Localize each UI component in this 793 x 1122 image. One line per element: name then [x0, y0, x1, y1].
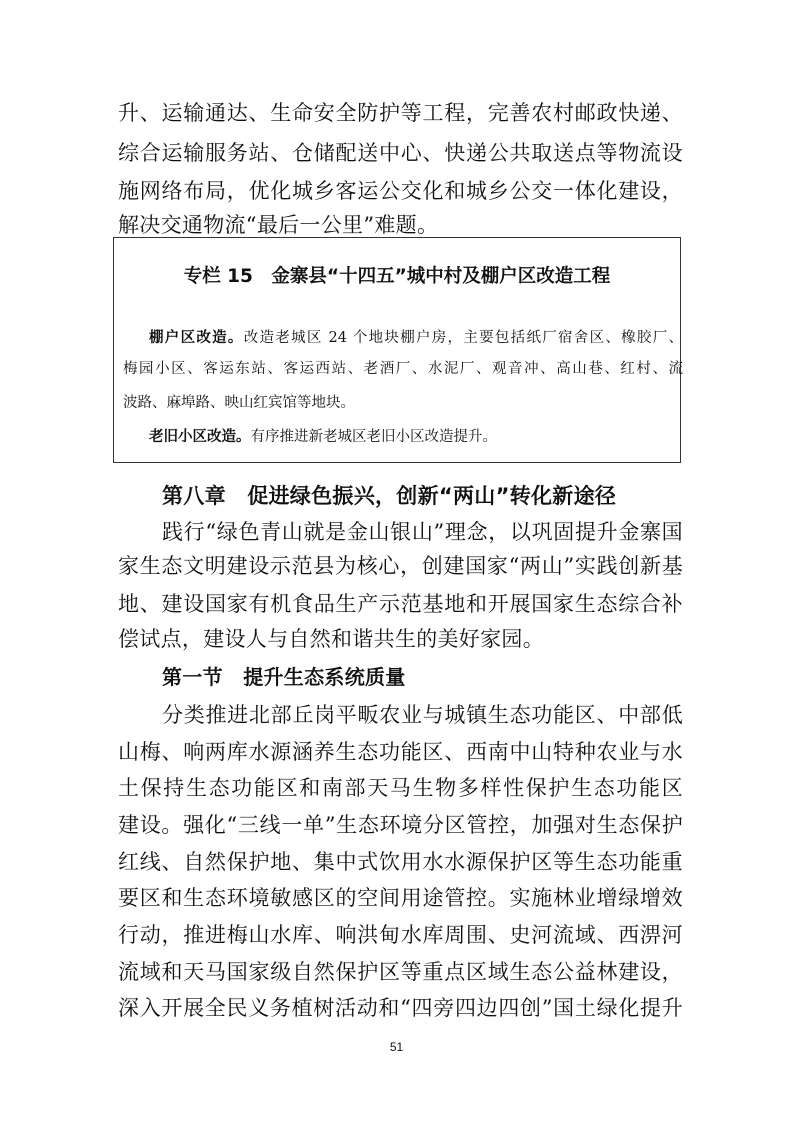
- body-text-line: 建设。强化“三线一单”生态环境分区管控，加强对生态保护: [118, 813, 683, 837]
- body-text-line: 地、建设国家有机食品生产示范基地和开展国家生态综合补: [118, 592, 683, 616]
- feature-box-line: [149, 328, 683, 348]
- item-label: 老旧小区改造。: [149, 429, 251, 445]
- body-text-line: 践行“绿色青山就是金山银山”理念，以巩固提升金寨国: [162, 520, 683, 544]
- feature-box: [113, 237, 684, 463]
- body-text-line: 山梅、响两库水源涵养生态功能区、西南中山特种农业与水: [118, 740, 683, 764]
- chapter-heading: 第八章 促进绿色振兴，创新“两山”转化新途径: [162, 484, 617, 508]
- feature-box-line: [149, 427, 709, 447]
- item-text: 有序推进新老城区老旧小区改造提升。: [250, 429, 497, 445]
- body-text-line: 要区和生态环境敏感区的空间用途管控。实施林业增绿增效: [118, 886, 683, 910]
- body-text-line: 升、运输通达、生命安全防护等工程，完善农村邮政快递、: [118, 101, 683, 125]
- body-text-line: 红线、自然保护地、集中式饮用水水源保护区等生态功能重: [118, 850, 683, 874]
- body-text-line: 施网络布局，优化城乡客运公交化和城乡公交一体化建设，: [118, 179, 683, 203]
- body-text-line: 解决交通物流“最后一公里”难题。: [118, 213, 439, 237]
- body-text-line: 偿试点，建设人与自然和谐共生的美好家园。: [118, 627, 544, 651]
- body-text-line: 综合运输服务站、仓储配送中心、快递公共取送点等物流设: [118, 141, 683, 165]
- body-text-line: 家生态文明建设示范县为核心，创建国家“两山”实践创新基: [118, 554, 683, 578]
- feature-box-line: 梅园小区、客运东站、客运西站、老酒厂、水泥厂、观音冲、高山巷、红村、流: [123, 361, 683, 377]
- section-heading: 第一节 提升生态系统质量: [162, 665, 406, 689]
- item-label: 棚户区改造。: [149, 330, 244, 346]
- body-text-line: 流域和天马国家级自然保护区等重点区域生态公益林建设，: [118, 960, 683, 984]
- feature-box-line: 波路、麻埠路、映山红宾馆等地块。: [123, 395, 355, 411]
- feature-box-title: 专栏 15 金寨县“十四五”城中村及棚户区改造工程: [183, 266, 611, 287]
- body-text-line: 行动，推进梅山水库、响洪甸水库周围、史河流域、西淠河: [118, 923, 683, 947]
- page-number: 51: [389, 1040, 404, 1054]
- body-text-line: 土保持生态功能区和南部天马生物多样性保护生态功能区: [118, 776, 683, 800]
- item-text: 改造老城区 24 个地块棚户房，主要包括纸厂宿舍区、橡胶厂、: [243, 330, 684, 346]
- body-text-line: 分类推进北部丘岗平畈农业与城镇生态功能区、中部低: [162, 703, 683, 727]
- body-text-line: 深入开展全民义务植树活动和“四旁四边四创”国土绿化提升: [118, 996, 683, 1020]
